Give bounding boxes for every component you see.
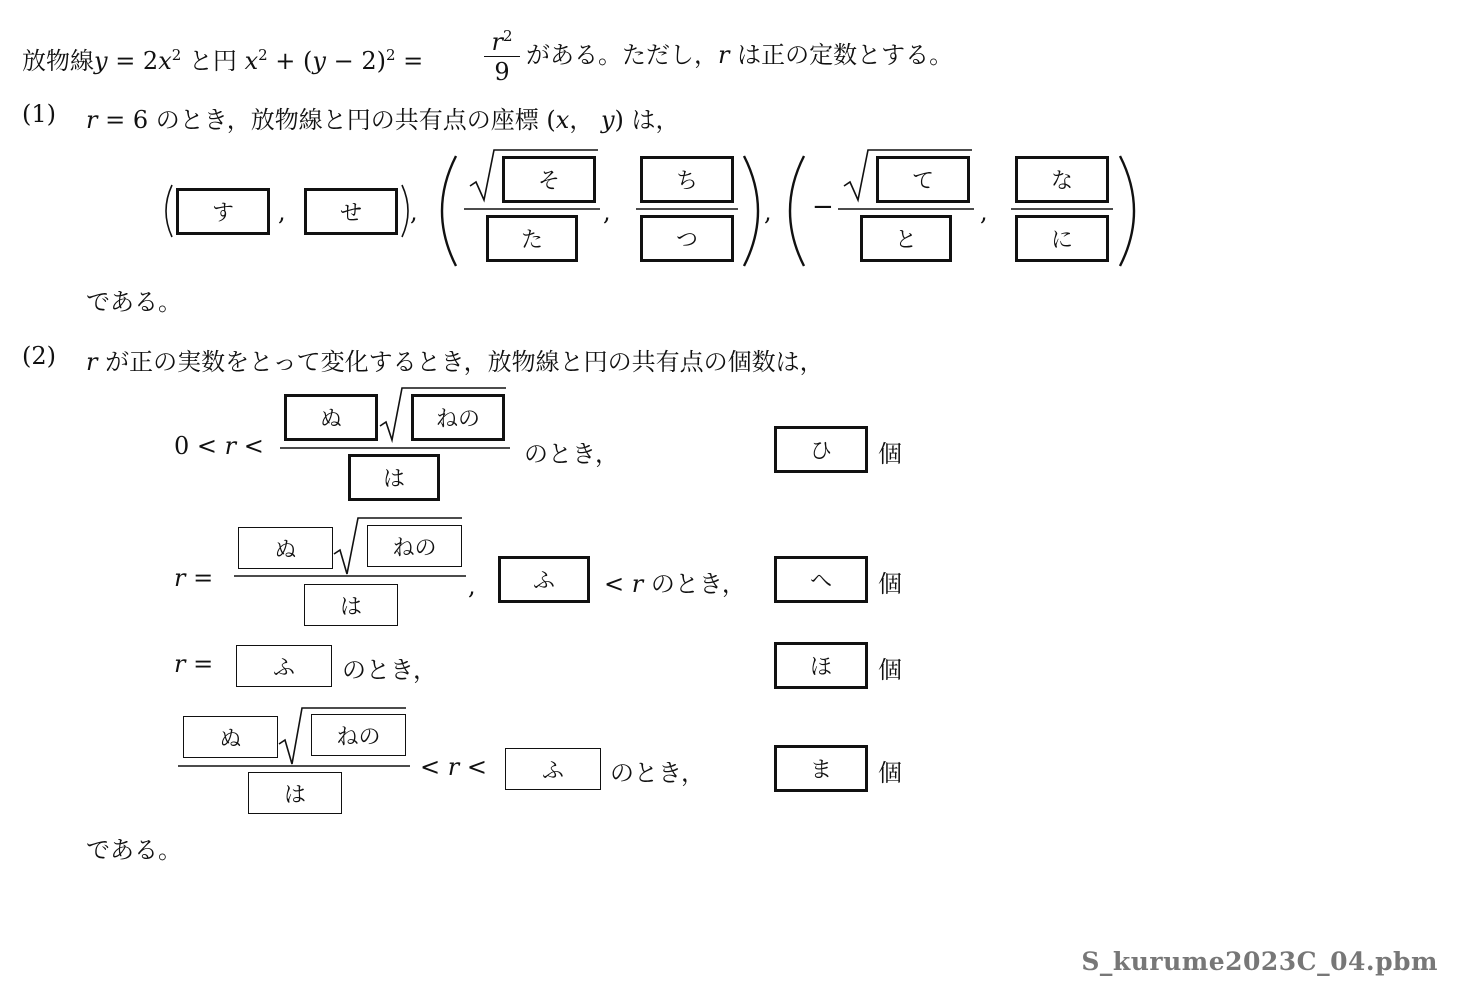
intro-text-2: と円 — [181, 47, 245, 75]
answer-box-hi[interactable]: ひ — [774, 426, 868, 473]
answer-box-na[interactable]: な — [1015, 156, 1109, 203]
ref-box-ha: は — [304, 584, 398, 626]
intro-line — [22, 38, 423, 78]
answer-box-neno[interactable]: ねの — [411, 394, 505, 441]
q2-text-body: が正の実数をとって変化するとき，放物線と円の共有点の個数は， — [97, 348, 824, 376]
ref-box-fu: ふ — [505, 748, 601, 790]
ko-unit: 個 — [878, 440, 902, 468]
eq-part: = 2 — [107, 47, 159, 75]
intro-text-4: は正の定数とする。 — [729, 41, 954, 69]
row3-notoki: のとき， — [342, 656, 438, 684]
intro-text-3: がある。ただし， — [526, 41, 718, 69]
ref-box-nu: ぬ — [238, 527, 333, 569]
var-x: x — [158, 47, 172, 75]
answer-box-to[interactable]: と — [860, 215, 952, 262]
var-y: y — [600, 106, 615, 134]
q2-label: (2) — [22, 342, 56, 370]
exponent: 2 — [171, 46, 182, 64]
answer-box-te[interactable]: て — [876, 156, 970, 203]
answer-box-ha[interactable]: は — [348, 454, 440, 501]
var-y: y — [94, 47, 108, 75]
row1-prefix: 0 < — [174, 432, 225, 460]
ref-box-ha: は — [248, 772, 342, 814]
answer-box-he[interactable]: へ — [774, 556, 868, 603]
var-r: r — [174, 650, 186, 678]
var-r: r — [224, 432, 237, 460]
comma: , — [278, 198, 286, 226]
ref-box-nu: ぬ — [183, 716, 278, 758]
answer-box-ho[interactable]: ほ — [774, 642, 868, 689]
ko-unit: 個 — [878, 656, 902, 684]
var-x: x — [244, 47, 259, 75]
row2-r — [174, 564, 213, 592]
answer-box-su[interactable]: す — [176, 188, 270, 235]
row2-lt-r — [604, 564, 746, 599]
left-paren-large — [442, 156, 456, 266]
left-paren-large — [790, 156, 804, 266]
lt-sign: < — [459, 753, 487, 781]
exponent: 2 — [385, 46, 396, 64]
eq-part: + ( — [267, 47, 313, 75]
var-r: r — [86, 348, 98, 376]
exponent: 2 — [258, 46, 268, 64]
q1-text — [86, 100, 680, 135]
answer-box-fu[interactable]: ふ — [498, 556, 590, 603]
answer-box-ma[interactable]: ま — [774, 745, 868, 792]
answer-box-so[interactable]: そ — [502, 156, 596, 203]
row4-ineq — [420, 753, 487, 781]
frac-den: 9 — [494, 58, 510, 86]
lt-sign: < — [420, 753, 448, 781]
row2-notoki: のとき， — [650, 570, 746, 598]
ref-box-neno: ねの — [367, 525, 462, 567]
q2-text — [86, 342, 824, 377]
answer-box-tsu[interactable]: つ — [640, 215, 734, 262]
minus-sign: − — [812, 192, 834, 222]
comma: , — [603, 198, 611, 226]
comma: , — [410, 198, 418, 226]
var-r: r — [174, 564, 186, 592]
var-r: r — [631, 570, 644, 598]
q1-text-b: = 6 のとき，放物線と円の共有点の座標 ( — [97, 106, 556, 134]
eq-part: − 2) — [325, 47, 386, 75]
var-r: r — [447, 753, 460, 781]
comma: , — [468, 572, 476, 600]
answer-box-nu[interactable]: ぬ — [284, 394, 378, 441]
q1-text-d: ) は， — [614, 106, 680, 134]
row1-notoki: のとき， — [524, 440, 620, 468]
row4-notoki: のとき， — [610, 759, 706, 787]
answer-box-ta[interactable]: た — [486, 215, 578, 262]
var-r: r — [86, 106, 98, 134]
answer-box-se[interactable]: せ — [304, 188, 398, 235]
intro-line-2 — [526, 38, 953, 72]
var-x: x — [555, 106, 570, 134]
intro-fraction — [484, 22, 520, 87]
row3-r — [174, 650, 213, 678]
intro-text-1: 放物線 — [22, 47, 94, 75]
file-label: S_kurume2023C_04.pbm — [1081, 947, 1438, 976]
ref-box-fu: ふ — [236, 645, 332, 687]
comma: , — [980, 198, 988, 226]
eq-sign: = — [193, 564, 214, 592]
var-r: r — [718, 41, 730, 69]
row1-inequality — [174, 432, 264, 460]
right-paren-large — [744, 156, 758, 266]
var-y: y — [312, 47, 326, 75]
right-paren-large — [1120, 156, 1134, 266]
ref-box-neno: ねの — [311, 714, 406, 756]
eq-sign: = — [193, 650, 214, 678]
eq-part: = — [395, 47, 424, 75]
q1-text-c: ， — [569, 106, 601, 134]
right-paren — [402, 185, 408, 237]
answer-box-ni[interactable]: に — [1015, 215, 1109, 262]
frac-num-r: r — [491, 28, 503, 56]
exponent: 2 — [502, 27, 513, 45]
q2-closing: である。 — [86, 836, 182, 864]
answer-box-chi[interactable]: ち — [640, 156, 734, 203]
lt-sign: < — [604, 570, 632, 598]
ko-unit: 個 — [878, 570, 902, 598]
row1-lt: < — [236, 432, 264, 460]
q1-label: (1) — [22, 100, 56, 128]
left-paren — [166, 185, 172, 237]
ko-unit: 個 — [878, 759, 902, 787]
q1-closing: である。 — [86, 288, 182, 316]
comma: , — [764, 198, 772, 226]
